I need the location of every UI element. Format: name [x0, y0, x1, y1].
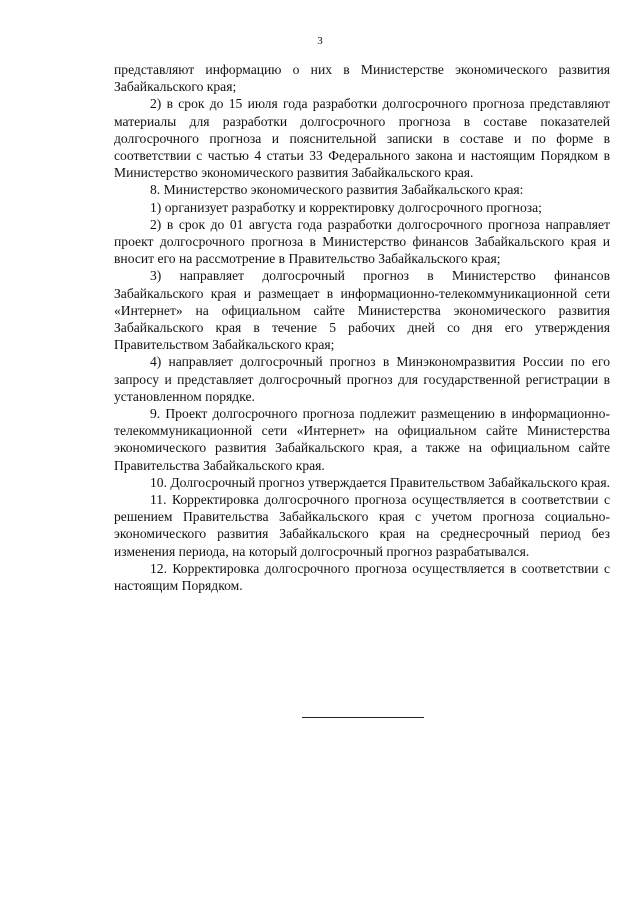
- page-number: 3: [317, 35, 323, 47]
- paragraph: 1) организует разработку и корректировку долгосрочного прогноза;: [150, 199, 542, 215]
- paragraph: представляют информацию о них в Министерстве экономического развития Забайкальского края;: [114, 62, 610, 95]
- paragraph: 4) направляет долгосрочный прогноз в Минэкономразвития России по его запросу и представляет долгосрочный прогноз для государственной регистрации в установленном порядке.: [114, 354, 610, 404]
- paragraph: 9. Проект долгосрочного прогноза подлежит размещению в информационно-телекоммуникационной сети «Интернет» на официальном сайте Министерства экономического развития Забайкальского края, а также на официальном сайте Правительства Забайкальского края.: [114, 406, 610, 473]
- paragraph: 8. Министерство экономического развития Забайкальского края:: [150, 182, 524, 198]
- paragraph: 11. Корректировка долгосрочного прогноза осуществляется в соответствии с решением Правительства Забайкальского края с учетом прогноза социально-экономического развития Забайкальского края на среднесрочный период без изменения периода, на который долгосрочный прогноз разрабатывался.: [114, 492, 610, 559]
- document-body: [114, 61, 610, 594]
- paragraph: 12. Корректировка долгосрочного прогноза осуществляется в соответствии с настоящим Порядком.: [114, 560, 610, 594]
- end-of-document-rule: [302, 717, 424, 718]
- paragraph: 3) направляет долгосрочный прогноз в Министерство финансов Забайкальского края и размещает в информационно-телекоммуникационной сети «Интернет» на официальном сайте Министерства экономического развития Забайкальского края в течение 5 рабочих дней со дня его утверждения Правительством Забайкальского края;: [114, 268, 610, 353]
- paragraph: 2) в срок до 01 августа года разработки долгосрочного прогноза направляет проект долгосрочного прогноза в Министерство финансов Забайкальского края и вносит его на рассмотрение в Правительство Забайкальского края;: [114, 216, 610, 267]
- paragraph: 2) в срок до 15 июля года разработки долгосрочного прогноза представляют материалы для разработки долгосрочного прогноза в составе показателей долгосрочного прогноза и пояснительной записки в составе и по форме в соответствии с частью 4 статьи 33 Федерального закона и настоящим Порядком в Министерство экономического развития Забайкальского края.: [114, 96, 610, 181]
- paragraph: 10. Долгосрочный прогноз утверждается Правительством Забайкальского края.: [150, 474, 610, 490]
